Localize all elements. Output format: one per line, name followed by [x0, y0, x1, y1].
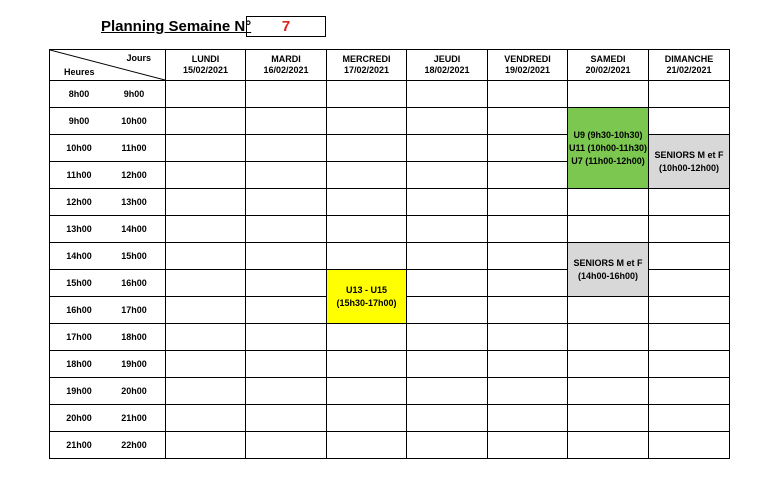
event-line: U11 (10h00-11h30): [568, 142, 648, 153]
slot-end-time: 19h00: [121, 359, 147, 369]
empty-slot-cell[interactable]: [166, 378, 246, 405]
empty-slot-cell[interactable]: [327, 351, 407, 378]
empty-slot-cell[interactable]: [166, 432, 246, 459]
slot-end-time: 12h00: [121, 170, 147, 180]
day-name: VENDREDI: [504, 54, 551, 64]
empty-slot-cell[interactable]: [568, 216, 649, 243]
day-name: SAMEDI: [590, 54, 626, 64]
empty-slot-cell[interactable]: [649, 108, 730, 135]
empty-slot-cell[interactable]: [407, 81, 488, 108]
schedule-table: [49, 49, 730, 459]
empty-slot-cell[interactable]: [246, 270, 327, 297]
time-slot-label: [50, 162, 166, 189]
empty-slot-cell[interactable]: [488, 81, 568, 108]
time-slot-label: [50, 432, 166, 459]
day-date: 16/02/2021: [263, 65, 309, 75]
week-number-box[interactable]: 7: [246, 16, 326, 37]
day-name: DIMANCHE: [664, 54, 714, 64]
empty-slot-cell[interactable]: [488, 162, 568, 189]
slot-start-time: 17h00: [66, 332, 92, 342]
day-header-dimanche: [649, 50, 730, 81]
empty-slot-cell[interactable]: [488, 297, 568, 324]
slot-start-time: 11h00: [66, 170, 92, 180]
time-slot-row: [50, 351, 730, 378]
slot-start-time: 14h00: [66, 251, 92, 261]
day-header-mardi: [246, 50, 327, 81]
slot-end-time: 21h00: [121, 413, 147, 423]
empty-slot-cell[interactable]: [488, 270, 568, 297]
time-slot-row: [50, 405, 730, 432]
slot-end-time: 22h00: [121, 440, 147, 450]
empty-slot-cell[interactable]: [407, 297, 488, 324]
slot-start-time: 13h00: [66, 224, 92, 234]
schedule-grid: [49, 49, 729, 449]
empty-slot-cell[interactable]: [407, 135, 488, 162]
slot-end-time: 14h00: [121, 224, 147, 234]
day-header-jeudi: [407, 50, 488, 81]
day-date: 21/02/2021: [666, 65, 712, 75]
time-slot-row: [50, 189, 730, 216]
corner-cell: [50, 50, 166, 81]
empty-slot-cell[interactable]: [649, 297, 730, 324]
empty-slot-cell[interactable]: [568, 351, 649, 378]
time-slot-row: [50, 324, 730, 351]
time-slot-label: [50, 270, 166, 297]
event-line: U7 (11h00-12h00): [571, 155, 645, 166]
day-name: LUNDI: [191, 54, 220, 64]
slot-end-time: 16h00: [121, 278, 147, 288]
empty-slot-cell[interactable]: [488, 432, 568, 459]
event-line: (10h00-12h00): [658, 162, 720, 173]
slot-end-time: 13h00: [121, 197, 147, 207]
empty-slot-cell[interactable]: [327, 432, 407, 459]
empty-slot-cell[interactable]: [649, 81, 730, 108]
empty-slot-cell[interactable]: [327, 81, 407, 108]
day-name: JEUDI: [433, 54, 461, 64]
empty-slot-cell[interactable]: [649, 405, 730, 432]
empty-slot-cell[interactable]: [327, 243, 407, 270]
slot-end-time: 9h00: [123, 89, 145, 99]
empty-slot-cell[interactable]: [166, 81, 246, 108]
empty-slot-cell[interactable]: [246, 135, 327, 162]
slot-start-time: 16h00: [66, 305, 92, 315]
event-block[interactable]: [568, 108, 649, 189]
empty-slot-cell[interactable]: [407, 378, 488, 405]
empty-slot-cell[interactable]: [166, 243, 246, 270]
header-row: [50, 50, 730, 81]
event-line: U13 - U15: [345, 284, 388, 295]
empty-slot-cell[interactable]: [166, 351, 246, 378]
page-title: Planning Semaine N°: [101, 18, 252, 35]
time-slot-row: [50, 108, 730, 135]
time-slot-label: [50, 405, 166, 432]
day-date: 17/02/2021: [343, 65, 390, 75]
time-slot-row: [50, 216, 730, 243]
slot-end-time: 20h00: [121, 386, 147, 396]
day-date: 20/02/2021: [585, 65, 631, 75]
empty-slot-cell[interactable]: [166, 108, 246, 135]
empty-slot-cell[interactable]: [166, 216, 246, 243]
empty-slot-cell[interactable]: [327, 324, 407, 351]
empty-slot-cell[interactable]: [649, 243, 730, 270]
empty-slot-cell[interactable]: [166, 135, 246, 162]
day-date: 19/02/2021: [504, 65, 551, 75]
empty-slot-cell[interactable]: [246, 405, 327, 432]
empty-slot-cell[interactable]: [649, 351, 730, 378]
empty-slot-cell[interactable]: [246, 297, 327, 324]
slot-start-time: 15h00: [66, 278, 92, 288]
event-block[interactable]: [327, 270, 407, 324]
empty-slot-cell[interactable]: [407, 162, 488, 189]
event-line: SENIORS M et F: [573, 257, 643, 268]
empty-slot-cell[interactable]: [246, 108, 327, 135]
day-header-lundi: [166, 50, 246, 81]
time-slot-label: [50, 108, 166, 135]
time-slot-label: [50, 351, 166, 378]
empty-slot-cell[interactable]: [488, 108, 568, 135]
slot-start-time: 19h00: [66, 386, 92, 396]
slot-start-time: 21h00: [66, 440, 92, 450]
time-slot-label: [50, 189, 166, 216]
empty-slot-cell[interactable]: [488, 243, 568, 270]
empty-slot-cell[interactable]: [166, 297, 246, 324]
empty-slot-cell[interactable]: [488, 351, 568, 378]
empty-slot-cell[interactable]: [568, 378, 649, 405]
empty-slot-cell[interactable]: [488, 405, 568, 432]
time-slot-label: [50, 135, 166, 162]
empty-slot-cell[interactable]: [407, 189, 488, 216]
day-name: MERCREDI: [342, 54, 391, 64]
event-line: (14h00-16h00): [577, 270, 639, 281]
time-slot-label: [50, 216, 166, 243]
time-slot-row: [50, 81, 730, 108]
empty-slot-cell[interactable]: [649, 432, 730, 459]
corner-label-jours: Jours: [126, 53, 151, 63]
empty-slot-cell[interactable]: [649, 270, 730, 297]
empty-slot-cell[interactable]: [407, 108, 488, 135]
slot-end-time: 17h00: [121, 305, 147, 315]
day-header-samedi: [568, 50, 649, 81]
day-name: MARDI: [271, 54, 301, 64]
slot-end-time: 18h00: [121, 332, 147, 342]
empty-slot-cell[interactable]: [488, 135, 568, 162]
slot-start-time: 20h00: [66, 413, 92, 423]
empty-slot-cell[interactable]: [246, 243, 327, 270]
corner-label-heures: Heures: [64, 67, 95, 77]
empty-slot-cell[interactable]: [488, 378, 568, 405]
empty-slot-cell[interactable]: [407, 351, 488, 378]
empty-slot-cell[interactable]: [246, 216, 327, 243]
empty-slot-cell[interactable]: [166, 405, 246, 432]
time-slot-row: [50, 378, 730, 405]
empty-slot-cell[interactable]: [568, 324, 649, 351]
empty-slot-cell[interactable]: [407, 324, 488, 351]
slot-start-time: 9h00: [68, 116, 90, 126]
empty-slot-cell[interactable]: [246, 351, 327, 378]
empty-slot-cell[interactable]: [649, 189, 730, 216]
time-slot-label: [50, 297, 166, 324]
day-date: 15/02/2021: [182, 65, 229, 75]
empty-slot-cell[interactable]: [407, 432, 488, 459]
empty-slot-cell[interactable]: [488, 324, 568, 351]
empty-slot-cell[interactable]: [246, 162, 327, 189]
event-line: (15h30-17h00): [336, 297, 397, 308]
day-header-mercredi: [327, 50, 407, 81]
empty-slot-cell[interactable]: [407, 216, 488, 243]
empty-slot-cell[interactable]: [568, 189, 649, 216]
empty-slot-cell[interactable]: [568, 432, 649, 459]
empty-slot-cell[interactable]: [327, 162, 407, 189]
empty-slot-cell[interactable]: [649, 378, 730, 405]
empty-slot-cell[interactable]: [407, 243, 488, 270]
time-slot-label: [50, 81, 166, 108]
empty-slot-cell[interactable]: [327, 135, 407, 162]
empty-slot-cell[interactable]: [488, 216, 568, 243]
event-block[interactable]: [568, 243, 649, 297]
event-line: SENIORS M et F: [654, 149, 724, 160]
day-header-vendredi: [488, 50, 568, 81]
slot-end-time: 10h00: [121, 116, 147, 126]
empty-slot-cell[interactable]: [166, 324, 246, 351]
time-slot-label: [50, 324, 166, 351]
empty-slot-cell[interactable]: [327, 405, 407, 432]
empty-slot-cell[interactable]: [488, 189, 568, 216]
empty-slot-cell[interactable]: [649, 324, 730, 351]
empty-slot-cell[interactable]: [568, 405, 649, 432]
time-slot-row: [50, 432, 730, 459]
empty-slot-cell[interactable]: [246, 324, 327, 351]
empty-slot-cell[interactable]: [246, 378, 327, 405]
empty-slot-cell[interactable]: [649, 216, 730, 243]
time-slot-label: [50, 378, 166, 405]
empty-slot-cell[interactable]: [246, 432, 327, 459]
day-date: 18/02/2021: [424, 65, 470, 75]
slot-start-time: 8h00: [68, 89, 90, 99]
empty-slot-cell[interactable]: [246, 81, 327, 108]
slot-end-time: 11h00: [121, 143, 147, 153]
empty-slot-cell[interactable]: [246, 189, 327, 216]
slot-end-time: 15h00: [121, 251, 147, 261]
empty-slot-cell[interactable]: [407, 405, 488, 432]
empty-slot-cell[interactable]: [568, 81, 649, 108]
slot-start-time: 10h00: [66, 143, 92, 153]
empty-slot-cell[interactable]: [166, 162, 246, 189]
empty-slot-cell[interactable]: [327, 189, 407, 216]
empty-slot-cell[interactable]: [407, 270, 488, 297]
empty-slot-cell[interactable]: [166, 189, 246, 216]
empty-slot-cell[interactable]: [327, 108, 407, 135]
slot-start-time: 12h00: [66, 197, 92, 207]
time-slot-row: [50, 243, 730, 270]
time-slot-label: [50, 243, 166, 270]
event-line: U9 (9h30-10h30): [573, 129, 643, 140]
slot-start-time: 18h00: [66, 359, 92, 369]
empty-slot-cell[interactable]: [166, 270, 246, 297]
event-block[interactable]: [649, 135, 730, 189]
empty-slot-cell[interactable]: [568, 297, 649, 324]
empty-slot-cell[interactable]: [327, 216, 407, 243]
empty-slot-cell[interactable]: [327, 378, 407, 405]
